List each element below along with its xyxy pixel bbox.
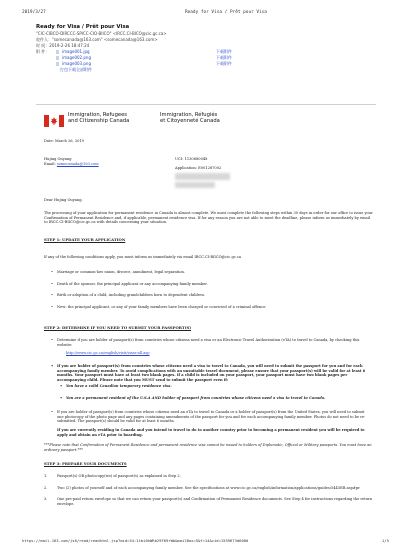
attachment-item: [56, 61, 276, 67]
step3-item-text: One pre-paid return envelope so that we can return your passport(s) and Confirmation of Permanent Residence documents. See Step 4 for instructions regarding the return envelope.: [57, 497, 373, 506]
redacted-address: [175, 182, 215, 188]
recipient-email-link[interactable]: somecanada@163.com: [56, 162, 99, 166]
visa-paragraph-text: • If you are holder of passport(s) from countries whose citizens need a visa to travel to Canada, you will need to submit the passport for you and for each accompanying family member. To avoid complications with an unsuitable travel document, please ensure that your passport(s) will be valid for at least 6 months. Your passport must have at least two blank pages. If a child is included on your passport, your passport must have two blank pages per accompanying child. Please note that you MUST send to submit the passport even if:: [57, 364, 372, 382]
list-item: • Death of the sponsor, the principal applicant or any accompanying family member.: [57, 282, 372, 287]
mail-subject: Ready for Visa / Prêt pour Visa: [36, 24, 130, 30]
outside-paragraph: If you are currently residing in Canada and you intend to travel to do to another country prior to becoming a permanent resident you will be required to apply and obtain an eTA prior to boarding.: [57, 428, 365, 437]
print-date: 2019/3/27: [22, 10, 46, 15]
letterhead-french: [160, 112, 220, 125]
list-item: • You have a valid Canadian temporary residence visa.: [66, 384, 371, 389]
step1-bullets: [57, 270, 372, 309]
step1-heading: STEP 1: UPDATE YOUR APPLICATION: [44, 237, 126, 242]
list-item: • Birth or adoption of a child, including grandchildren born to dependent children.: [57, 293, 372, 298]
list-item: • New: the principal applicant, or any of your family members have been charged or convicted of a criminal offence.: [57, 305, 372, 310]
salutation: Dear Hujing Ouyang,: [44, 198, 83, 202]
file-icon: [56, 62, 59, 66]
mail-to-label: 收件人：: [36, 37, 52, 42]
redacted-address: [175, 173, 230, 180]
uci-value: 1130680048: [184, 157, 208, 161]
download-attachment-link[interactable]: 下载附件: [216, 61, 232, 66]
recipient-name: Hujing Ouyang: [44, 157, 72, 161]
recipient-email-row: [44, 162, 99, 167]
list-item: [44, 497, 374, 506]
step3-item-text: Passport(s) OR photocopy(ies) of passport(s) as explained in Step 2.: [57, 474, 181, 478]
step2-heading: STEP 2: DETERMINE IF YOU NEED TO SUBMIT YOUR PASSPORT(S): [44, 325, 192, 330]
email-label: Email:: [44, 162, 56, 166]
canada-flag-icon: [44, 112, 64, 124]
list-number: 2.: [44, 485, 48, 490]
visa-countries-link[interactable]: http://www.cic.gc.ca/english/visit/visas-all.asp: [66, 351, 150, 355]
uci-label: UCI:: [175, 157, 184, 161]
header-divider: [36, 104, 376, 105]
mail-attachments: [36, 49, 376, 67]
uci-row: [175, 157, 207, 162]
step3-item-text: Two (2) photos of yourself and of each accompanying family member. See the specifications at www.cic.gc.ca/english/information/applications/guides/5445EB.asp#pr: [57, 485, 360, 490]
application-label: Application:: [175, 166, 197, 170]
attachment-name[interactable]: image003.png: [62, 61, 91, 66]
mail-sender[interactable]: "CIC-CIBCO-DIRCCC-SPICC-CIO-BIICO" <IRCC.CI-BICO@cic.gc.ca>: [36, 31, 167, 36]
nonvisa-paragraph: [57, 410, 372, 424]
list-item: • You are a permanent resident of the U.S.A AND holder of passport from countries whose citizens need a visa to travel to Canada.: [66, 396, 371, 401]
step3-heading: STEP 3: PREPARE YOUR DOCUMENTS: [44, 461, 127, 466]
letterhead-en-line1: Immigration, Refugees: [68, 112, 127, 118]
step3-list: [44, 474, 374, 506]
print-url: https://mail.163.com/js6/read/readhtml.jsp?mid=54:1tbi0hWRb29F69rWb&mailBox=5&f=14&cid=1559673d6000: [22, 538, 249, 543]
mail-time-label: 时 间：: [36, 43, 50, 48]
download-attachment-link[interactable]: 下载附件: [216, 55, 232, 60]
nonvisa-paragraph-text: • If you are holder of passport(s) from countries whose citizens need an eTA to travel to Canada or a holder of passport(s) from the United States, you will need to submit one photocopy of the photo page and any pages containing amendments of the passport for you and for each accompanying family member. Photos do not need to be re-submitted. The passport(s) should be valid for at least 6 months.: [57, 410, 372, 424]
download-all-link[interactable]: 打包下载全部附件: [60, 67, 92, 72]
step2-check: [57, 338, 372, 347]
attachment-name[interactable]: image001.jpg: [62, 49, 90, 54]
file-icon: [56, 50, 59, 54]
step2-check-text: • Determine if you are holder of passport(s) from countries whose citizens need a visa or an Electronic Travel Authorization (eTA) to travel to Canada, by checking this website:: [57, 338, 372, 347]
file-icon: [56, 56, 59, 60]
letterhead-fr-line1: Immigration, Réfugiés: [160, 112, 218, 118]
application-value: E001287002: [198, 166, 222, 170]
list-item: • Marriage or common-law union, divorce, annulment, legal separation.: [57, 270, 372, 275]
attachment-name[interactable]: image002.png: [62, 55, 91, 60]
mail-attach-label: 附 件：: [36, 49, 50, 54]
list-number: 1.: [44, 474, 48, 478]
intro-paragraph: The processing of your application for permanent residence in Canada is almost complete. We must complete the following steps within 30 days in order for our office to issue your Confirmation of Permanent Residence and, if applicable, permanent residence visa. If for any reason you are not able to meet the deadline, please inform us immediately by email to IRCC.CI-BIICO@cic.gc.ca with details concerning your situation.: [44, 211, 373, 225]
list-number: 3.: [44, 497, 48, 502]
list-item: [44, 486, 374, 491]
application-row: [175, 166, 221, 171]
letterhead-en-line2: and Citizenship Canada: [68, 118, 130, 125]
print-page-number: 1/5: [382, 538, 389, 543]
download-attachment-link[interactable]: 下载附件: [216, 49, 232, 54]
letterhead-fr-line2: et Citoyenneté Canada: [160, 118, 220, 125]
print-title: Ready for Visa / Prêt pour Visa: [185, 10, 267, 15]
mail-time-value: 2019-2-26 18:47:24: [49, 43, 90, 48]
letterhead-english: [68, 112, 129, 125]
list-item: [44, 474, 374, 479]
mail-to-value[interactable]: "somecanada@163.com" <somecanada@163.com>: [52, 37, 158, 42]
step1-text: If any of the following conditions apply, you must inform us immediately via email IRCC.CI-BIICO@cic.gc.ca: [44, 255, 242, 259]
step1-intro: [44, 255, 374, 260]
letter-date: Date: March 26, 2019: [44, 139, 84, 143]
visa-paragraph: [57, 364, 372, 382]
visa-sub-list: [66, 384, 371, 400]
mail-header: [36, 24, 376, 73]
note-paragraph: ***Please note that Confirmation of Permanent Residence and permanent residence visa cannot be issued to holders of Diplomatic, Official or Military passports. You must have an ordinary passport.***: [44, 443, 372, 452]
